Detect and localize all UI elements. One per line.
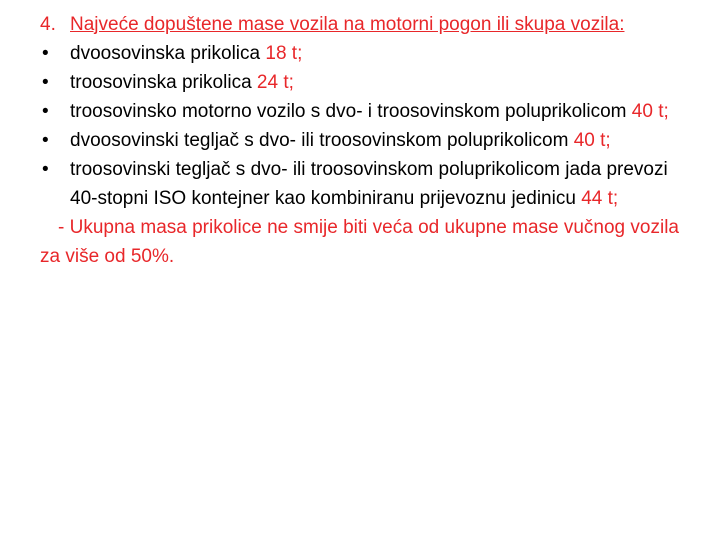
bullet-icon: • <box>42 43 49 64</box>
trailer-mass-note: - Ukupna masa prikolice ne smije biti veća od ukupne mase vučnog vozila za više od 50%. <box>40 217 679 267</box>
slide-content <box>40 10 680 271</box>
heading-number: 4. <box>40 14 56 35</box>
section-heading <box>40 10 680 39</box>
bullet-icon: • <box>42 72 49 93</box>
item-value: 40 t; <box>631 101 669 122</box>
item-text: dvoosovinska prikolica <box>70 43 266 64</box>
item-text: troosovinski tegljač s dvo- ili troosovinskom poluprikolicom jada prevozi 40-stopni ISO kontejner kao kombiniranu prijevoznu jedinicu <box>70 159 668 209</box>
list-item-three-axle-tractor <box>40 155 680 213</box>
item-text: troosovinska prikolica <box>70 72 257 93</box>
item-text: dvoosovinski tegljač s dvo- ili troosovinskom poluprikolicom <box>70 130 574 151</box>
bullet-icon: • <box>42 159 49 180</box>
list-item-three-axle-motor-vehicle <box>40 97 680 126</box>
item-value: 24 t; <box>256 72 294 93</box>
item-value: 40 t; <box>573 130 611 151</box>
heading-title: Najveće dopuštene mase vozila na motorni pogon ili skupa vozila: <box>70 14 625 35</box>
item-value: 18 t; <box>265 43 303 64</box>
item-value: 44 t; <box>581 188 619 209</box>
list-item-two-axle-trailer <box>40 39 680 68</box>
bullet-icon: • <box>42 101 49 122</box>
list-item-three-axle-trailer <box>40 68 680 97</box>
item-text: troosovinsko motorno vozilo s dvo- i troosovinskom poluprikolicom <box>70 101 632 122</box>
list-item-two-axle-tractor <box>40 126 680 155</box>
bullet-icon: • <box>42 130 49 151</box>
